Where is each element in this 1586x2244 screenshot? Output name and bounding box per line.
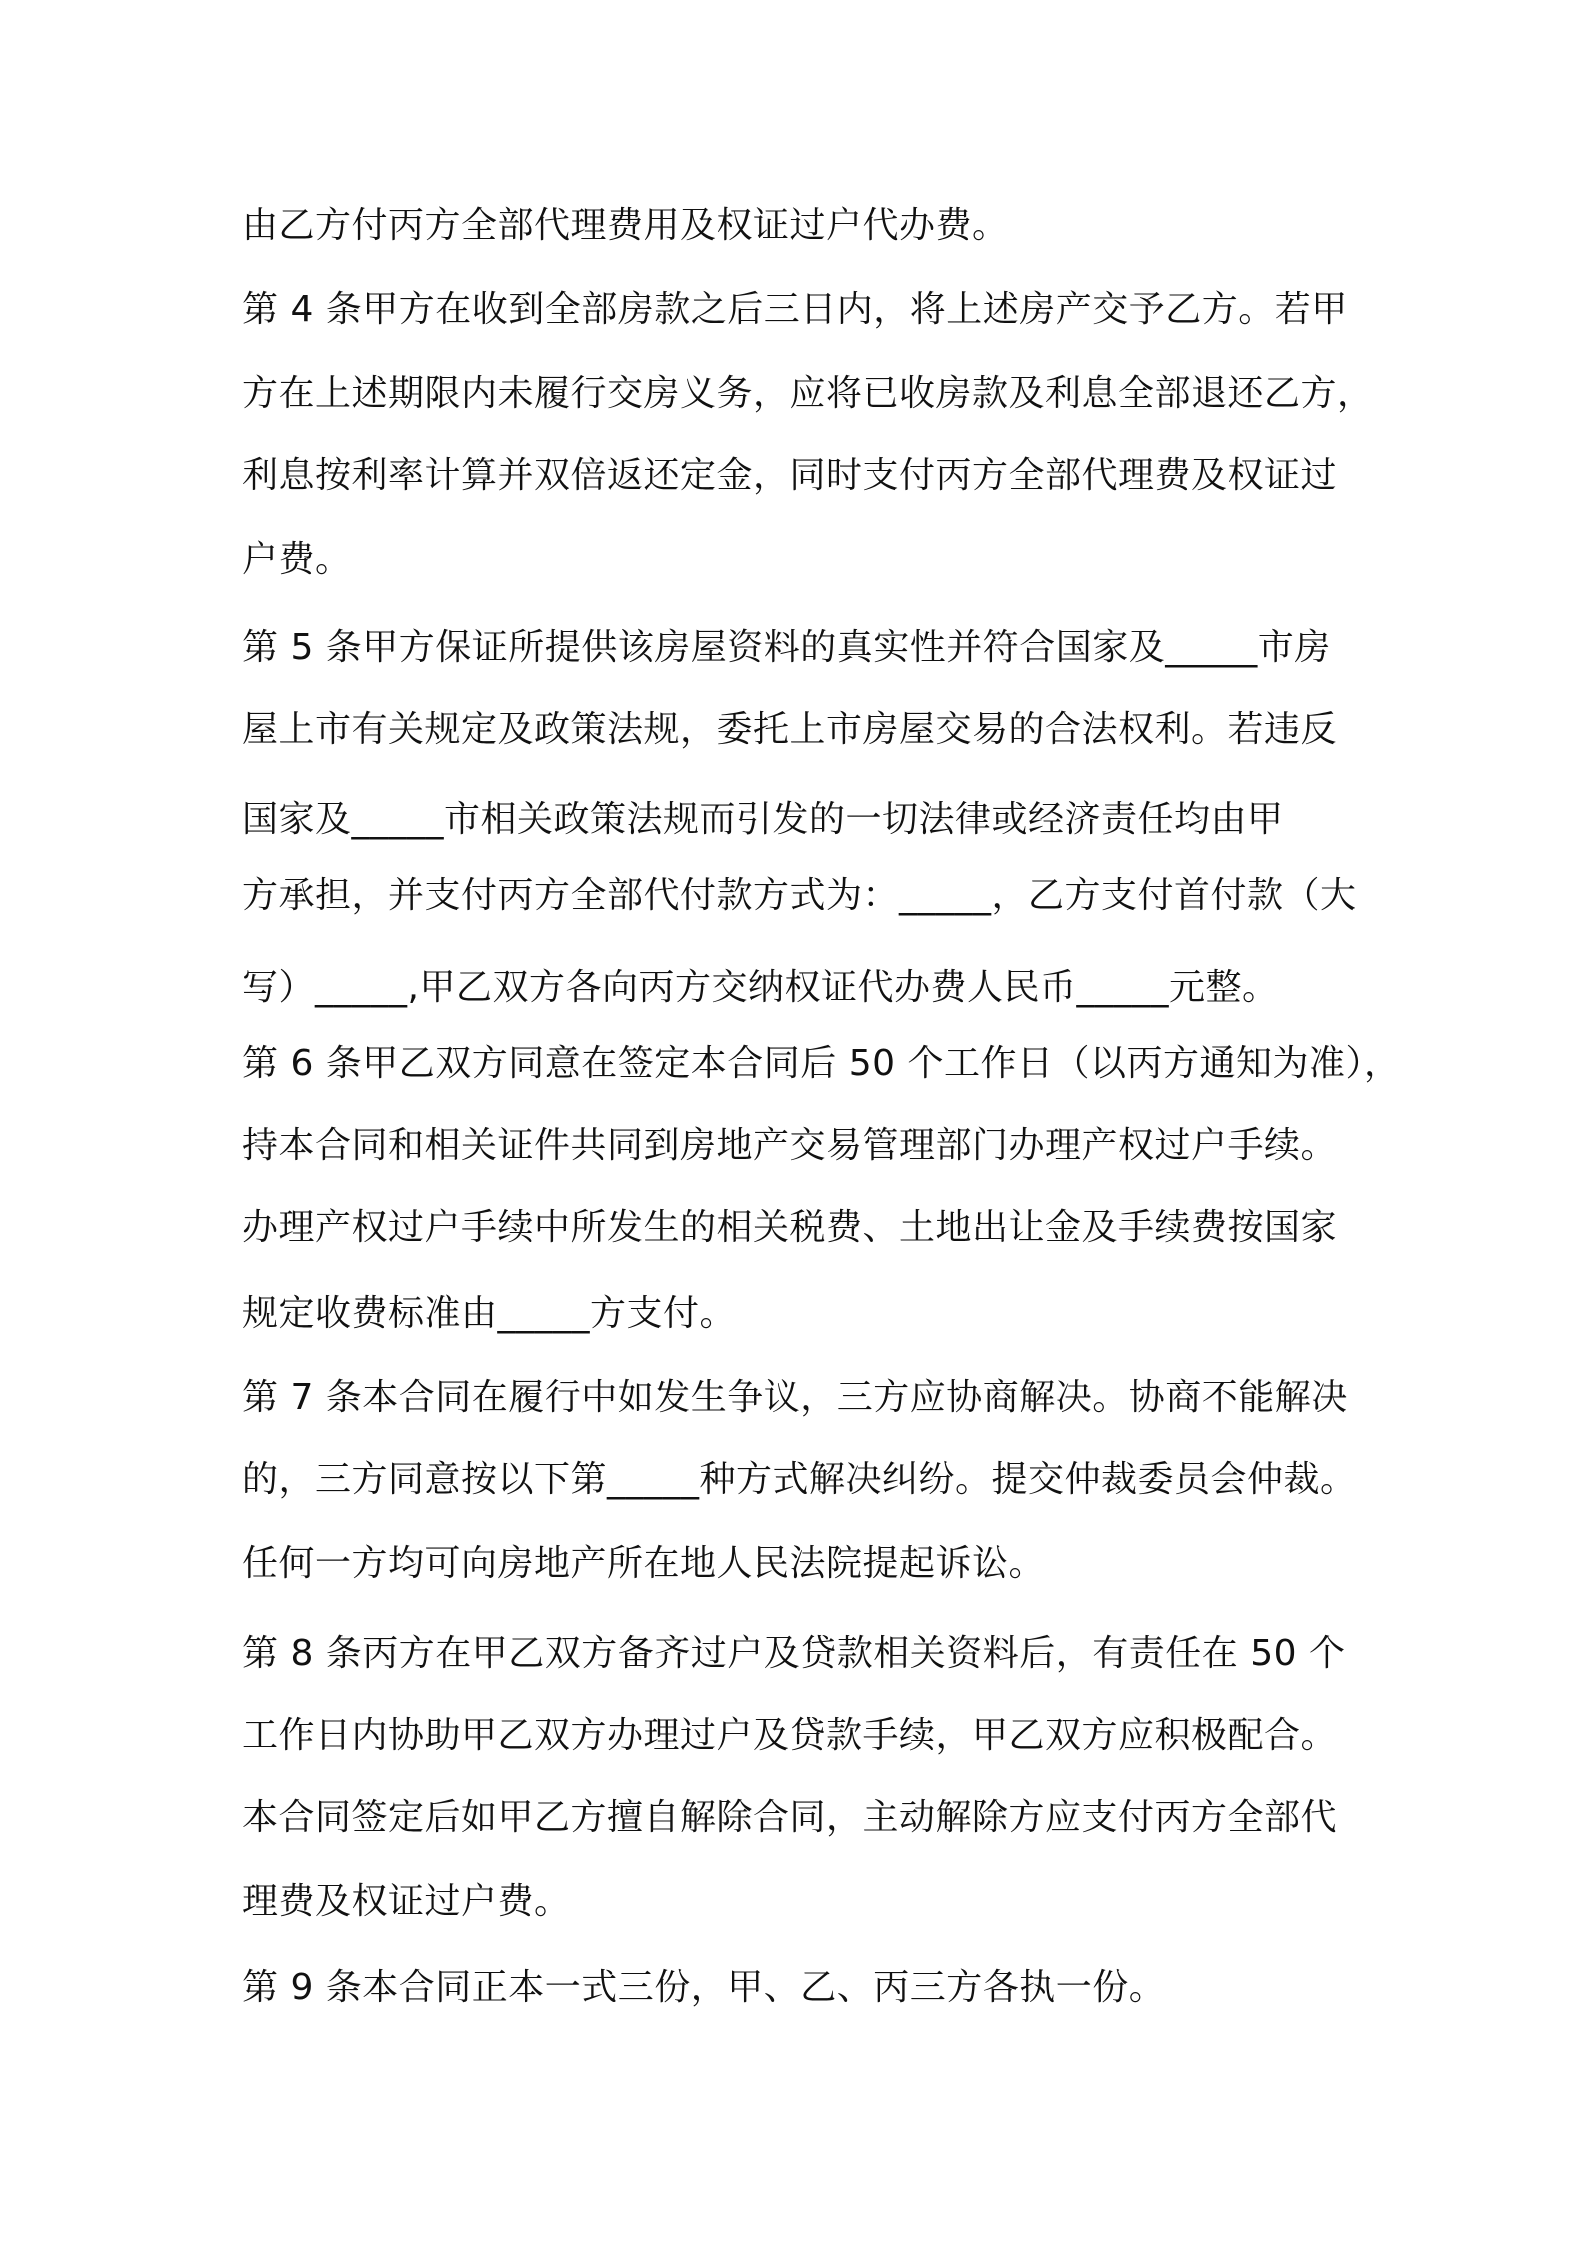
text-line-4: 利息按利率计算并双倍返还定金，同时支付丙方全部代理费及权证过 (242, 455, 1338, 496)
text-line-8: 国家及_____市相关政策法规而引发的一切法律或经济责任均由甲 (242, 799, 1284, 840)
text-line-10: 写）_____,甲乙双方各向丙方交纳权证代办费人民币_____元整。 (242, 967, 1279, 1008)
text-line-15: 第 7 条本合同在履行中如发生争议，三方应协商解决。协商不能解决 (242, 1377, 1348, 1418)
text-line-21: 理费及权证过户费。 (242, 1881, 571, 1922)
text-line-19: 工作日内协助甲乙双方办理过户及贷款手续，甲乙双方应积极配合。 (242, 1715, 1338, 1756)
text-line-13: 办理产权过户手续中所发生的相关税费、土地出让金及手续费按国家 (242, 1207, 1338, 1248)
text-line-17: 任何一方均可向房地产所在地人民法院提起诉讼。 (242, 1543, 1046, 1584)
text-line-12: 持本合同和相关证件共同到房地产交易管理部门办理产权过户手续。 (242, 1125, 1338, 1166)
text-line-16: 的，三方同意按以下第_____种方式解决纠纷。提交仲裁委员会仲裁。 (242, 1459, 1357, 1500)
text-line-2: 第 4 条甲方在收到全部房款之后三日内，将上述房产交予乙方。若甲 (242, 289, 1348, 330)
text-line-7: 屋上市有关规定及政策法规，委托上市房屋交易的合法权利。若违反 (242, 709, 1338, 750)
text-line-14: 规定收费标准由_____方支付。 (242, 1293, 737, 1334)
text-line-5: 户费。 (242, 539, 352, 580)
text-line-6: 第 5 条甲方保证所提供该房屋资料的真实性并符合国家及_____市房 (242, 627, 1331, 668)
text-line-11: 第 6 条甲乙双方同意在签定本合同后 50 个工作日（以丙方通知为准）， (242, 1043, 1401, 1084)
text-line-1: 由乙方付丙方全部代理费用及权证过户代办费。 (242, 205, 1009, 246)
text-line-20: 本合同签定后如甲乙方擅自解除合同，主动解除方应支付丙方全部代 (242, 1797, 1338, 1838)
text-line-3: 方在上述期限内未履行交房义务，应将已收房款及利息全部退还乙方， (242, 373, 1374, 414)
text-line-18: 第 8 条丙方在甲乙双方备齐过户及贷款相关资料后，有责任在 50 个 (242, 1633, 1346, 1674)
text-line-22: 第 9 条本合同正本一式三份，甲、乙、丙三方各执一份。 (242, 1967, 1166, 2008)
text-line-9: 方承担，并支付丙方全部代付款方式为：_____，乙方支付首付款（大 (242, 875, 1357, 916)
